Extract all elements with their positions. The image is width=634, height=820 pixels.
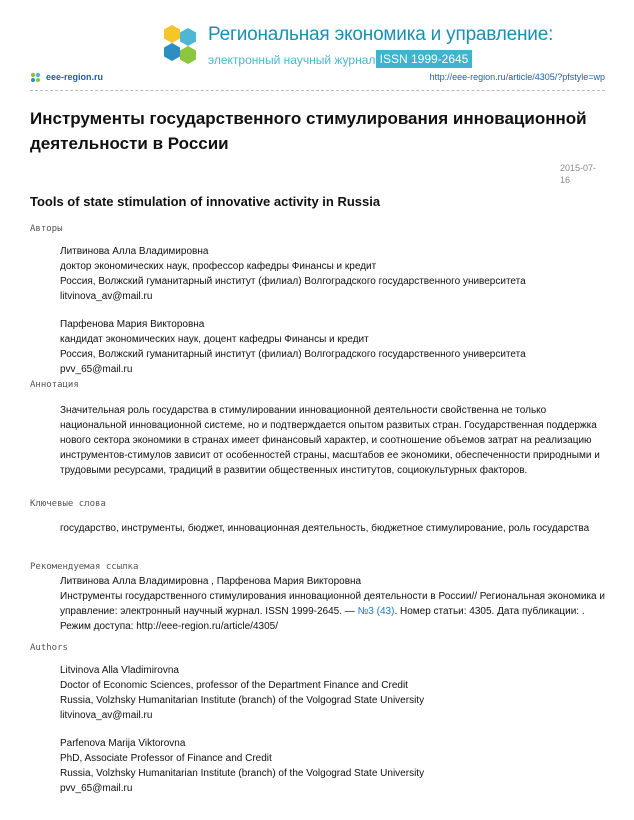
site-logo-icon [30,72,42,82]
keywords-block [60,521,610,536]
author-entry [60,244,610,304]
article-title-en: Tools of state stimulation of innovative activity in Russia [30,194,381,209]
article-title-ru: Инструменты государственного стимулирования инновационной деятельности в России [30,109,587,153]
section-label-abstract: Аннотация [30,380,79,390]
citation-block [60,574,610,634]
author-name: Парфенова Мария Викторовна [60,319,205,330]
keywords-text: государство, инструменты, бюджет, инновационная деятельность, бюджетное стимулирование, роль государства [60,523,590,534]
author-affiliation: Russia, Volzhsky Humanitarian Institute (branch) of the Volgograd State University [60,695,425,706]
journal-title: Региональная экономика и управление: [208,24,554,45]
issn-badge: ISSN 1999-2645 [376,50,472,68]
author-name: Litvinova Alla Vladimirovna [60,665,179,676]
citation-text-before: Инструменты государственного стимулирования инновационной деятельности в России// Региональная экономика и управление: электронный научный журнал. ISSN 1999-2645. — [60,591,605,617]
journal-subtitle: электронный научный журнал [208,53,376,67]
print-url-link[interactable]: http://eee-region.ru/article/4305/?pfstyle=wp [429,72,605,82]
author-affiliation: Russia, Volzhsky Humanitarian Institute (branch) of the Volgograd State University [60,768,425,779]
section-label-keywords: Ключевые слова [30,499,106,509]
author-email: pvv_65@mail.ru [60,783,133,794]
authors-ru-block [60,244,610,377]
date-line-1: 2015-07- [560,163,597,173]
author-affiliation: Россия, Волжский гуманитарный институт (филиал) Волгоградского государственного университета [60,276,526,287]
author-email: pvv_65@mail.ru [60,364,133,375]
author-affiliation: Россия, Волжский гуманитарный институт (филиал) Волгоградского государственного университета [60,349,526,360]
author-entry [60,317,610,377]
author-name: Литвинова Алла Владимировна [60,246,209,257]
author-entry [60,736,610,796]
author-email: litvinova_av@mail.ru [60,291,153,302]
site-link[interactable] [30,72,103,82]
abstract-text: Значительная роль государства в стимулировании инновационной деятельности свойственна не только национальной инновационной системе, но и подтверждается опытом развитых стран. Государственная поддержка нового сектора экономики в странах имеет финансовый характер, и соотношение объемов затрат на реализацию инструментов-стимулов зависит от особенностей страны, масштабов ее экономики, обеспеченности природными и трудовыми ресурсами, традиций в развитии общественных институтов, социокультурных факторов. [60,405,600,476]
author-entry [60,663,610,723]
date-line-2: 16 [560,175,571,185]
authors-en-block [60,663,610,796]
abstract-block [60,403,610,478]
citation-authors: Литвинова Алла Владимировна , Парфенова Мария Викторовна [60,576,362,587]
site-name[interactable]: eee-region.ru [46,72,104,82]
author-position: доктор экономических наук, профессор кафедры Финансы и кредит [60,261,377,272]
hexagon-cluster-logo-icon [160,24,202,64]
issue-link[interactable]: №3 (43) [357,606,395,617]
section-label-citation: Рекомендуемая ссылка [30,562,139,572]
section-label-authors-ru: Авторы [30,224,63,234]
site-row [30,72,605,88]
author-name: Parfenova Marija Viktorovna [60,738,186,749]
author-position: кандидат экономических наук, доцент кафедры Финансы и кредит [60,334,369,345]
author-position: Doctor of Economic Sciences, professor of the Department Finance and Credit [60,680,408,691]
citation-text-after: . Номер статьи: 4305. Дата публикации: . Режим доступа: http://eee-region.ru/article/4305/ [60,606,585,632]
citation-text [60,589,610,634]
header-divider [30,90,605,91]
publication-date [560,162,600,186]
section-label-authors-en: Authors [30,643,68,653]
author-position: PhD, Associate Professor of Finance and Credit [60,753,272,764]
author-email: litvinova_av@mail.ru [60,710,153,721]
